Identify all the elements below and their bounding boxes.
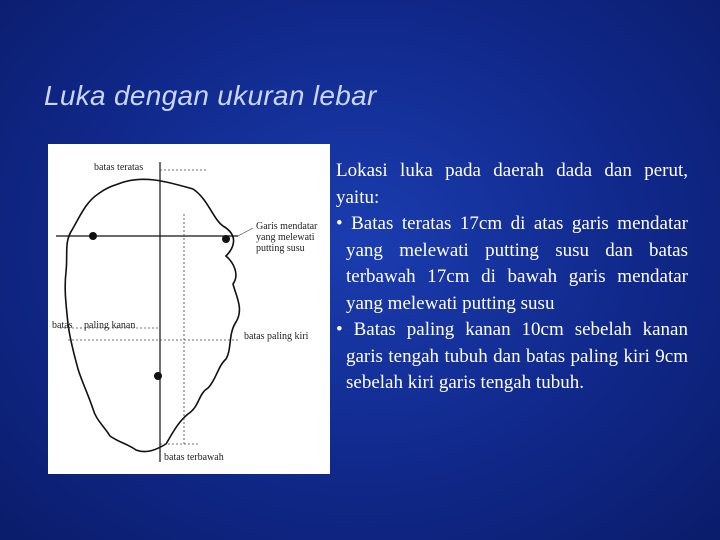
slide-title: Luka dengan ukuran lebar — [44, 80, 377, 111]
description-text — [336, 158, 688, 397]
nipple-dot-right — [222, 235, 230, 243]
label-right-side: paling kanan — [84, 320, 136, 331]
bullet-horizontal-bounds: • Batas paling kanan 10cm sebelah kanan garis tengah tubuh dan batas paling kiri 9cm sebelah kiri garis tengah tubuh. — [336, 319, 688, 393]
label-horizontal-line: Garis mendatar yang melewati putting susu — [256, 221, 318, 254]
intro-paragraph: Lokasi luka pada daerah dada dan perut, yaitu: — [336, 160, 688, 208]
bullet-vertical-bounds: • Batas teratas 17cm di atas garis mendatar yang melewati putting susu dan batas terbawah 17cm di bawah garis mendatar yang melewati putting susu — [336, 213, 688, 314]
wound-diagram-drawing — [48, 144, 330, 474]
wound-outline — [65, 179, 239, 451]
label-top-boundary: batas teratas — [94, 162, 144, 173]
wound-diagram — [48, 144, 330, 474]
label-bottom-boundary: batas terbawah — [164, 452, 224, 463]
label-left-side: batas paling kiri — [244, 331, 309, 342]
nipple-dot-left — [89, 232, 97, 240]
marker-dot-lower — [154, 372, 162, 380]
label-left-edge: batas — [52, 320, 73, 331]
